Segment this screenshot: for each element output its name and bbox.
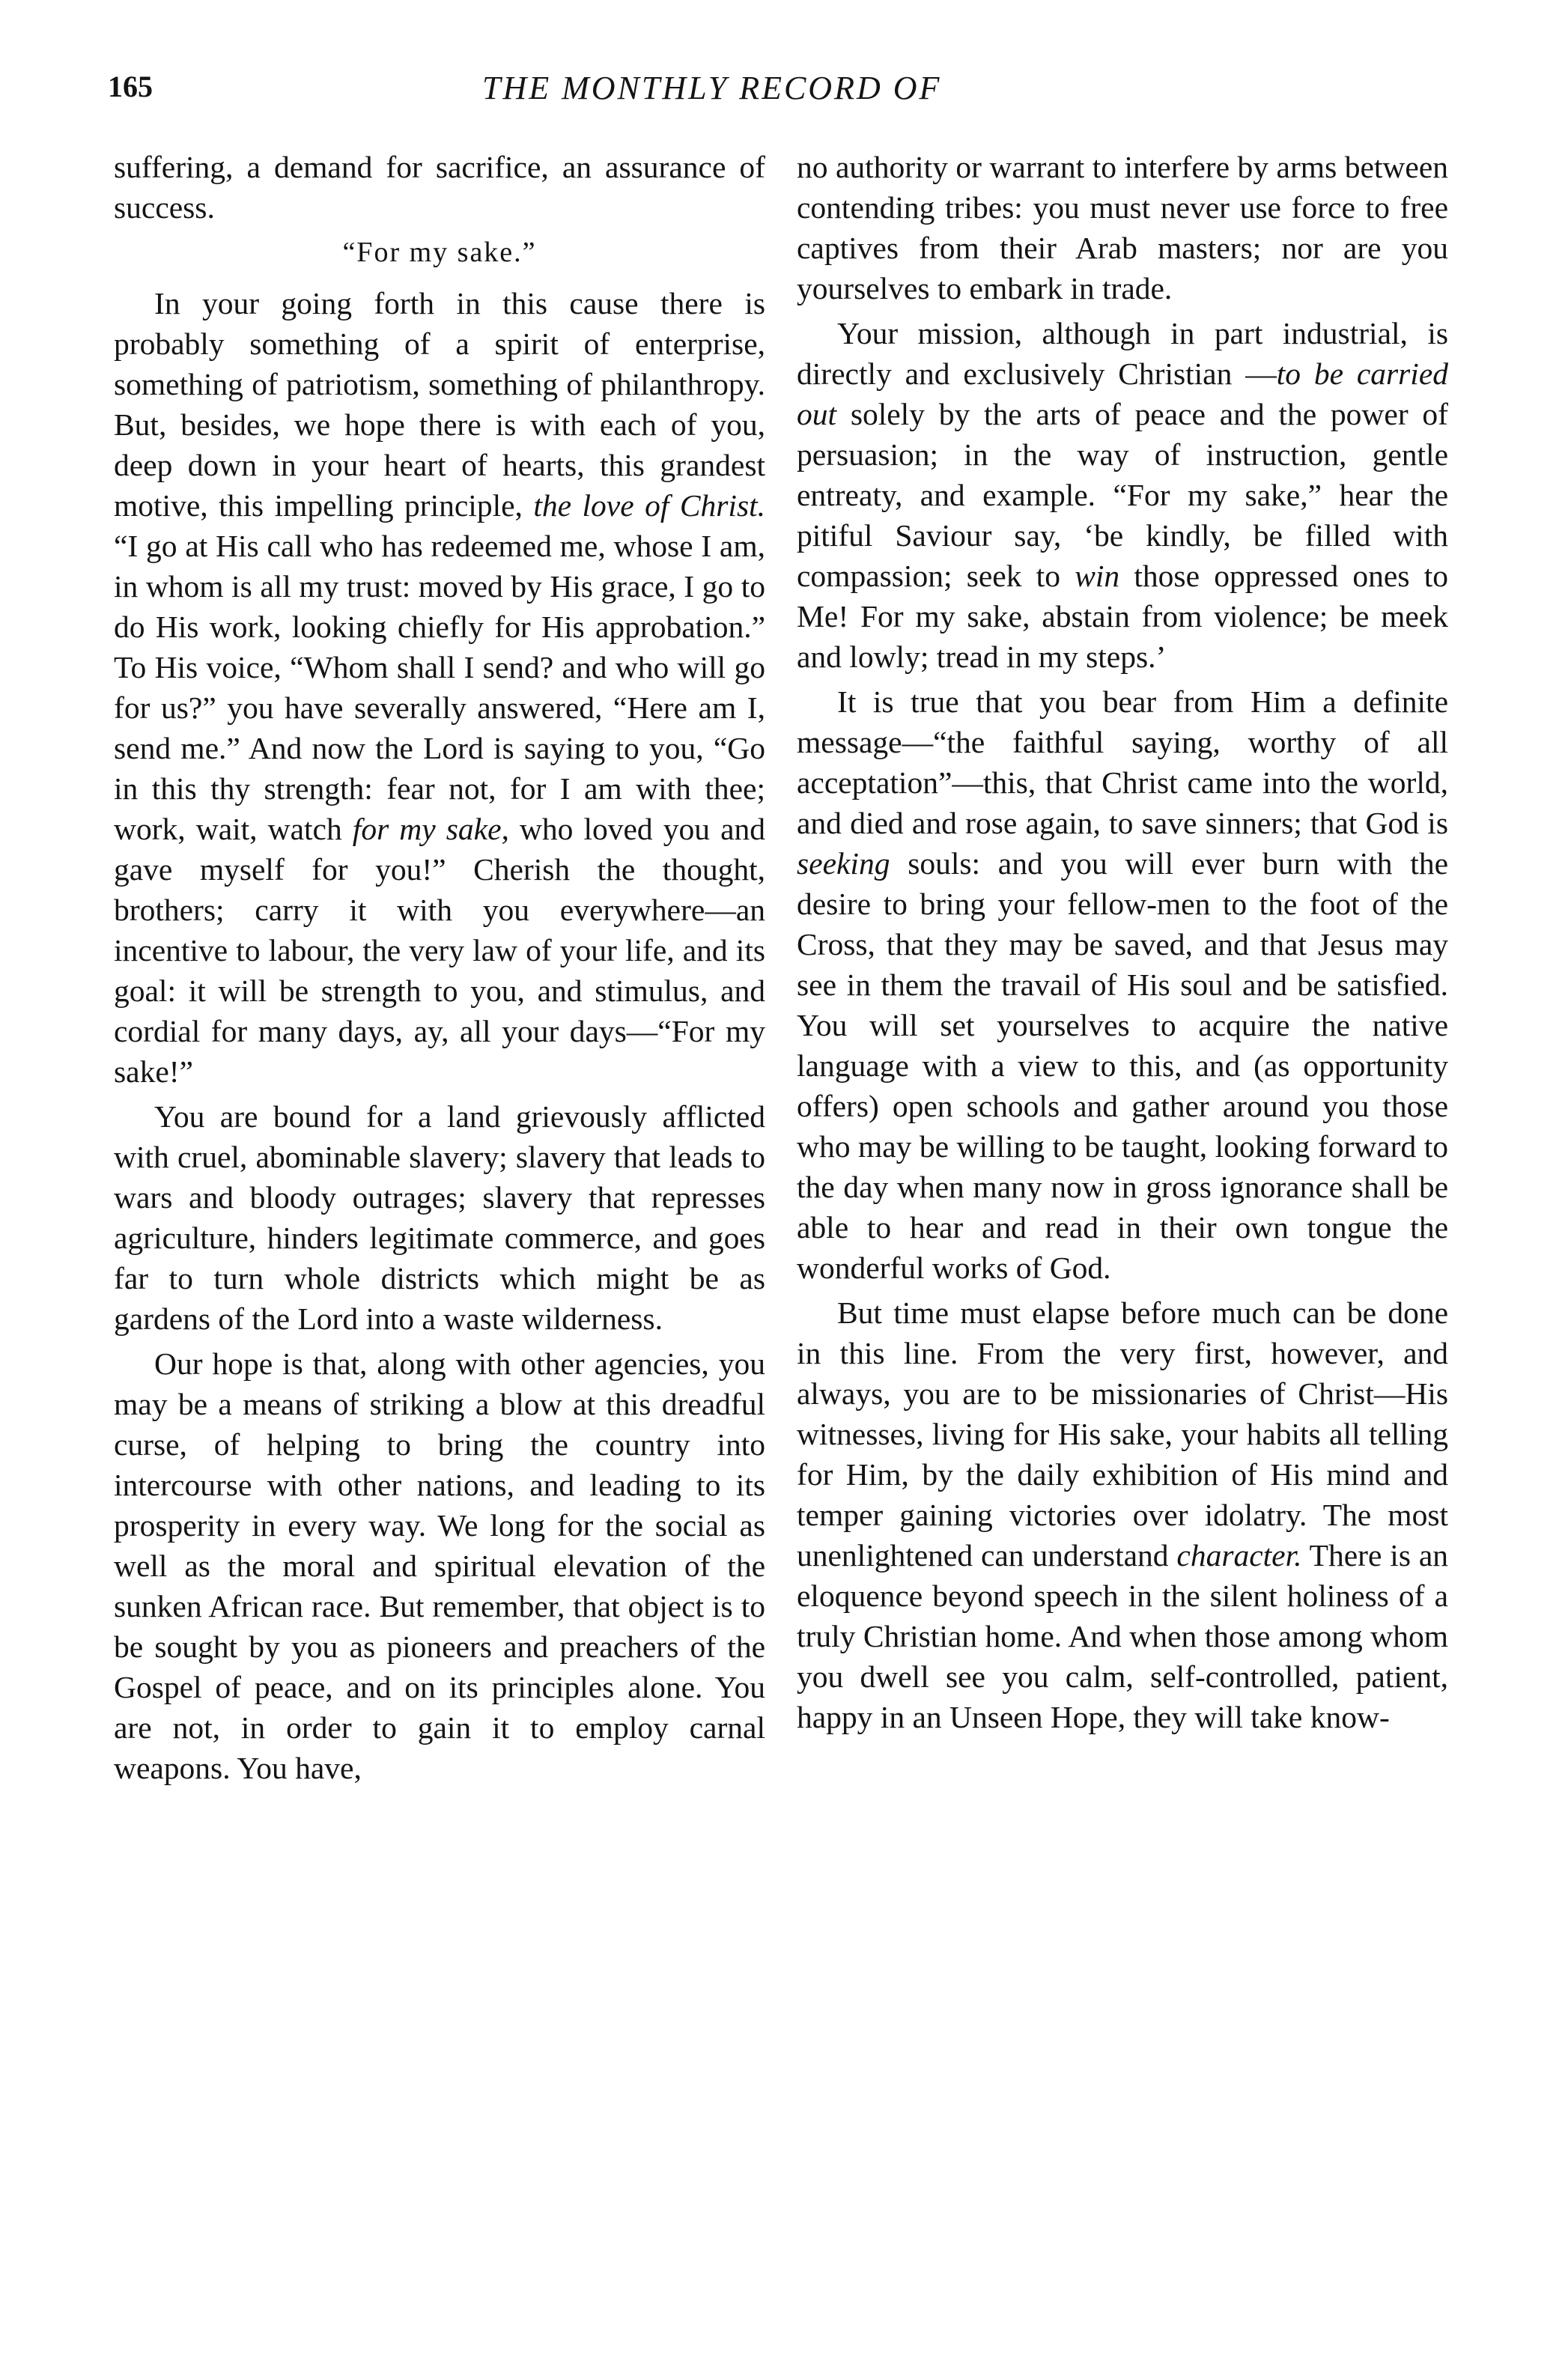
- paragraph: [797, 313, 1448, 677]
- paragraph: [797, 1292, 1448, 1737]
- emphasis: for my sake,: [352, 812, 509, 846]
- text-run: Your mission, although in part industrial, is directly and exclusively Christian —: [797, 316, 1448, 391]
- paragraph: [797, 681, 1448, 1288]
- paragraph: You are bound for a land grievously afflicted with cruel, abominable slavery; slavery that leads to wars and bloody outrages; slavery that represses agriculture, hinders legitimate commerce, and goes far to turn whole districts which might be as gardens of the Lord into a waste wilderness.: [114, 1099, 765, 1336]
- text-run: solely by the arts of peace and the power of persuasion; in the way of instruction, gentle entreaty, and example. “For my sake,” hear the pitiful Saviour say, ‘be kindly, be filled with compassion; seek to: [797, 397, 1448, 593]
- paragraph: [114, 283, 765, 1092]
- text-run: those oppressed ones to Me! For my sake, abstain from violence; be meek and lowly; tread in my steps.’: [797, 559, 1449, 674]
- paragraph: suffering, a demand for sacrifice, an assurance of success.: [114, 150, 765, 225]
- right-column: [797, 147, 1448, 1742]
- text-run: In your going forth in this cause there is probably something of a spirit of enterprise, something of patriotism, something of philanthropy. But, besides, we hope there is with each of you, deep down in your heart of hearts, this grandest motive, this impelling principle,: [114, 286, 765, 523]
- text-run: But time must elapse before much can be done in this line. From the very first, however, and always, you are to be missionaries of Christ—His witnesses, living for His sake, your habits all telling for Him, by the daily exhibition of His mind and temper gaining victories over idolatry. The most unenlightened can understand: [797, 1295, 1448, 1573]
- text-run: who loved you and gave myself for you!” Cherish the thought, brothers; carry it with you everywhere—an incentive to labour, the very law of your life, and its goal: it will be strength to you, and stimulus, and cordial for many days, ay, all your days—“For my sake!”: [114, 812, 765, 1089]
- text-run: There is an eloquence beyond speech in the silent holiness of a truly Christian home. And when those among whom you dwell see you calm, self-controlled, patient, happy in an Unseen Hope, they will take know-: [797, 1538, 1449, 1734]
- emphasis: character.: [1176, 1538, 1302, 1573]
- emphasis: seeking: [797, 846, 890, 881]
- emphasis: to be carried out: [797, 356, 1449, 431]
- left-column: [114, 147, 765, 1793]
- page-number: 165: [108, 70, 153, 103]
- page-header: [108, 69, 1478, 114]
- text-run: “I go at His call who has redeemed me, whose I am, in whom is all my trust: moved by His grace, I go to do His work, looking chiefly for His approbation.” To His voice, “Whom shall I send? and who will go for us?” you have severally answered, “Here am I, send me.” And now the Lord is saying to you, “Go in this thy strength: fear not, for I am with thee; work, wait, watch: [114, 529, 765, 846]
- emphasis: win: [1075, 559, 1120, 593]
- section-heading: “For my sake.”: [342, 237, 537, 268]
- running-head: THE MONTHLY RECORD OF: [482, 70, 942, 106]
- text-run: souls: and you will ever burn with the desire to bring your fellow-men to the foot of the Cross, that they may be saved, and that Jesus may see in them the travail of His soul and be satisfied. You will set yourselves to acquire the native language with a view to this, and (as opportunity offers) open schools and gather around you those who may be willing to be taught, looking forward to the day when many now in gross ignorance shall be able to hear and read in their own tongue the wonderful works of God.: [797, 846, 1448, 1285]
- paragraph: Our hope is that, along with other agencies, you may be a means of striking a blow at this dreadful curse, of helping to bring the country into intercourse with other nations, and leading to its prosperity in every way. We long for the social as well as the moral and spiritual elevation of the sunken African race. But remember, that object is to be sought by you as pioneers and preachers of the Gospel of peace, and on its principles alone. You are not, in order to gain it to employ carnal weapons. You have,: [114, 1346, 765, 1785]
- paragraph: no authority or warrant to interfere by arms between contending tribes: you must never use force to free captives from their Arab masters; nor are you yourselves to embark in trade.: [797, 150, 1448, 306]
- emphasis: the love of Christ.: [533, 488, 766, 523]
- text-run: It is true that you bear from Him a definite message—“the faithful saying, worthy of all acceptation”—this, that Christ came into the world, and died and rose again, to save sinners; that God is: [797, 684, 1448, 840]
